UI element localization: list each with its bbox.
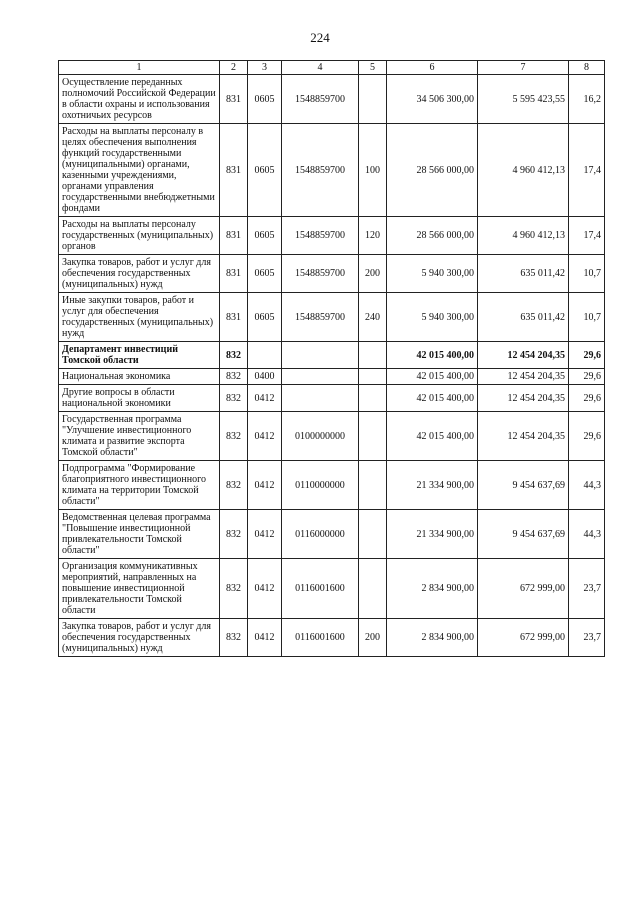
- row-name: Иные закупки товаров, работ и услуг для обеспечения государственных (муниципальных) нужд: [59, 293, 220, 342]
- ministry-code: 831: [220, 217, 248, 255]
- executed-amount: 12 454 204,35: [478, 342, 569, 369]
- row-name: Закупка товаров, работ и услуг для обеспечения государственных (муниципальных) нужд: [59, 255, 220, 293]
- target-article-code: 0116001600: [282, 619, 359, 657]
- row-name: Другие вопросы в области национальной экономики: [59, 385, 220, 412]
- section-code: 0412: [248, 619, 282, 657]
- section-code: 0412: [248, 510, 282, 559]
- table-header-row: [59, 61, 605, 75]
- target-article-code: 0116000000: [282, 510, 359, 559]
- table-row: [59, 461, 605, 510]
- expense-type-code: [359, 342, 387, 369]
- execution-percent: 44,3: [569, 461, 605, 510]
- planned-amount: 28 566 000,00: [387, 124, 478, 217]
- row-name: Расходы на выплаты персоналу в целях обеспечения выполнения функций государственными (муниципальными) органами, казенными учреждениями, органами управления государственными внебюджетными фондами: [59, 124, 220, 217]
- row-name: Расходы на выплаты персоналу государственных (муниципальных) органов: [59, 217, 220, 255]
- target-article-code: [282, 342, 359, 369]
- executed-amount: 12 454 204,35: [478, 412, 569, 461]
- execution-percent: 23,7: [569, 619, 605, 657]
- execution-percent: 17,4: [569, 124, 605, 217]
- target-article-code: [282, 385, 359, 412]
- row-name: Подпрограмма "Формирование благоприятного инвестиционного климата на территории Томской области": [59, 461, 220, 510]
- execution-percent: 17,4: [569, 217, 605, 255]
- table-row: [59, 124, 605, 217]
- table-row: [59, 293, 605, 342]
- section-code: [248, 342, 282, 369]
- row-name: Закупка товаров, работ и услуг для обеспечения государственных (муниципальных) нужд: [59, 619, 220, 657]
- executed-amount: 635 011,42: [478, 255, 569, 293]
- execution-percent: 10,7: [569, 255, 605, 293]
- header-col-2: 2: [220, 61, 248, 75]
- ministry-code: 832: [220, 412, 248, 461]
- header-col-1: 1: [59, 61, 220, 75]
- target-article-code: 1548859700: [282, 124, 359, 217]
- row-name: Осуществление переданных полномочий Российской Федерации в области охраны и использования охотничьих ресурсов: [59, 75, 220, 124]
- executed-amount: 5 595 423,55: [478, 75, 569, 124]
- section-code: 0605: [248, 255, 282, 293]
- expense-type-code: 100: [359, 124, 387, 217]
- executed-amount: 12 454 204,35: [478, 369, 569, 385]
- header-col-8: 8: [569, 61, 605, 75]
- planned-amount: 42 015 400,00: [387, 369, 478, 385]
- expense-type-code: [359, 385, 387, 412]
- ministry-code: 832: [220, 369, 248, 385]
- budget-table: [58, 60, 605, 657]
- table-row: [59, 619, 605, 657]
- ministry-code: 832: [220, 619, 248, 657]
- expense-type-code: 200: [359, 619, 387, 657]
- execution-percent: 29,6: [569, 412, 605, 461]
- table-row: [59, 75, 605, 124]
- planned-amount: 2 834 900,00: [387, 559, 478, 619]
- executed-amount: 635 011,42: [478, 293, 569, 342]
- target-article-code: 0110000000: [282, 461, 359, 510]
- table-row: [59, 255, 605, 293]
- table-row: [59, 559, 605, 619]
- table-row: [59, 510, 605, 559]
- header-col-7: 7: [478, 61, 569, 75]
- executed-amount: 12 454 204,35: [478, 385, 569, 412]
- target-article-code: 0116001600: [282, 559, 359, 619]
- table-row-department: [59, 342, 605, 369]
- execution-percent: 29,6: [569, 385, 605, 412]
- executed-amount: 672 999,00: [478, 619, 569, 657]
- table-row: [59, 385, 605, 412]
- target-article-code: 1548859700: [282, 217, 359, 255]
- expense-type-code: [359, 461, 387, 510]
- executed-amount: 672 999,00: [478, 559, 569, 619]
- planned-amount: 42 015 400,00: [387, 385, 478, 412]
- expense-type-code: [359, 510, 387, 559]
- table-row: [59, 412, 605, 461]
- page-number: 224: [310, 30, 330, 45]
- planned-amount: 28 566 000,00: [387, 217, 478, 255]
- planned-amount: 34 506 300,00: [387, 75, 478, 124]
- ministry-code: 832: [220, 559, 248, 619]
- execution-percent: 29,6: [569, 369, 605, 385]
- ministry-code: 831: [220, 75, 248, 124]
- target-article-code: [282, 369, 359, 385]
- ministry-code: 832: [220, 510, 248, 559]
- executed-amount: 9 454 637,69: [478, 510, 569, 559]
- section-code: 0412: [248, 385, 282, 412]
- ministry-code: 832: [220, 461, 248, 510]
- target-article-code: 0100000000: [282, 412, 359, 461]
- row-name: Национальная экономика: [59, 369, 220, 385]
- section-code: 0412: [248, 412, 282, 461]
- executed-amount: 4 960 412,13: [478, 217, 569, 255]
- expense-type-code: [359, 412, 387, 461]
- section-code: 0412: [248, 559, 282, 619]
- expense-type-code: 200: [359, 255, 387, 293]
- planned-amount: 2 834 900,00: [387, 619, 478, 657]
- target-article-code: 1548859700: [282, 293, 359, 342]
- row-name: Организация коммуникативных мероприятий, направленных на повышение инвестиционной привлекательности Томской области: [59, 559, 220, 619]
- expense-type-code: [359, 75, 387, 124]
- row-name: Государственная программа "Улучшение инвестиционного климата и развитие экспорта Томской области": [59, 412, 220, 461]
- expense-type-code: 120: [359, 217, 387, 255]
- header-col-6: 6: [387, 61, 478, 75]
- header-col-4: 4: [282, 61, 359, 75]
- ministry-code: 832: [220, 342, 248, 369]
- planned-amount: 42 015 400,00: [387, 412, 478, 461]
- table-row: [59, 369, 605, 385]
- section-code: 0605: [248, 217, 282, 255]
- header-col-3: 3: [248, 61, 282, 75]
- executed-amount: 4 960 412,13: [478, 124, 569, 217]
- table-row: [59, 217, 605, 255]
- planned-amount: 21 334 900,00: [387, 461, 478, 510]
- ministry-code: 831: [220, 293, 248, 342]
- ministry-code: 832: [220, 385, 248, 412]
- row-name: Ведомственная целевая программа "Повышение инвестиционной привлекательности Томской области": [59, 510, 220, 559]
- target-article-code: 1548859700: [282, 75, 359, 124]
- expense-type-code: [359, 559, 387, 619]
- section-code: 0400: [248, 369, 282, 385]
- planned-amount: 5 940 300,00: [387, 255, 478, 293]
- section-code: 0605: [248, 124, 282, 217]
- executed-amount: 9 454 637,69: [478, 461, 569, 510]
- execution-percent: 10,7: [569, 293, 605, 342]
- ministry-code: 831: [220, 124, 248, 217]
- execution-percent: 23,7: [569, 559, 605, 619]
- expense-type-code: 240: [359, 293, 387, 342]
- planned-amount: 5 940 300,00: [387, 293, 478, 342]
- expense-type-code: [359, 369, 387, 385]
- section-code: 0605: [248, 293, 282, 342]
- ministry-code: 831: [220, 255, 248, 293]
- section-code: 0605: [248, 75, 282, 124]
- execution-percent: 44,3: [569, 510, 605, 559]
- target-article-code: 1548859700: [282, 255, 359, 293]
- section-code: 0412: [248, 461, 282, 510]
- execution-percent: 29,6: [569, 342, 605, 369]
- execution-percent: 16,2: [569, 75, 605, 124]
- planned-amount: 21 334 900,00: [387, 510, 478, 559]
- header-col-5: 5: [359, 61, 387, 75]
- planned-amount: 42 015 400,00: [387, 342, 478, 369]
- row-name: Департамент инвестиций Томской области: [59, 342, 220, 369]
